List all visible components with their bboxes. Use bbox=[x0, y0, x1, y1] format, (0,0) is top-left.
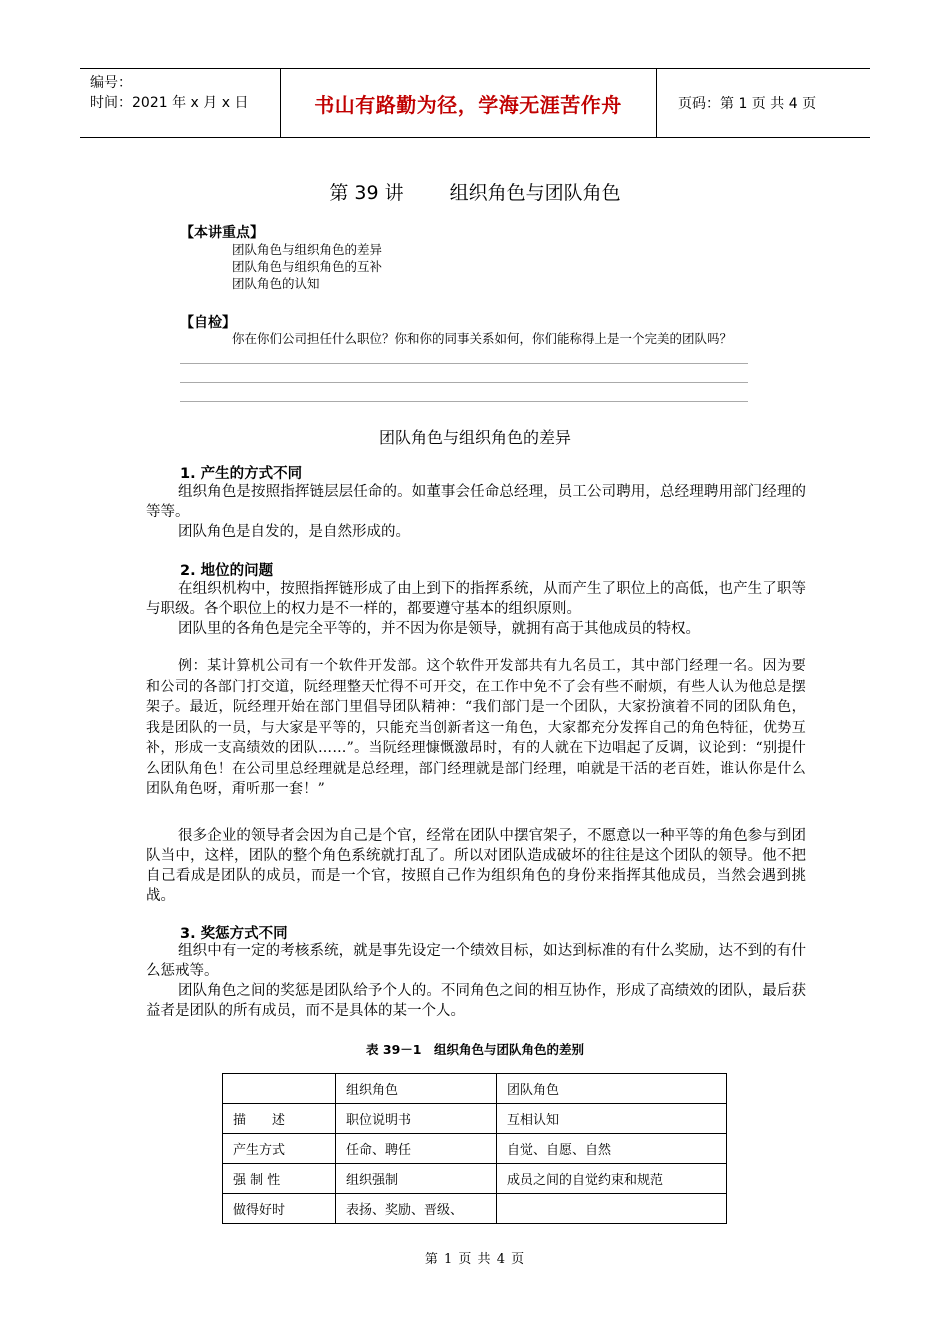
header-divider bbox=[656, 69, 657, 137]
doc-number-label: 编号： bbox=[90, 75, 132, 91]
table-caption: 表 39－1 组织角色与团队角色的差别 bbox=[366, 1042, 584, 1057]
answer-line bbox=[180, 382, 748, 383]
table-cell: 产生方式 bbox=[223, 1134, 336, 1164]
table-row bbox=[223, 1104, 727, 1134]
table-cell: 描 述 bbox=[223, 1104, 336, 1134]
paragraph: 团队里的各角色是完全平等的，并不因为你是领导，就拥有高于其他成员的特权。 bbox=[178, 621, 700, 637]
header-page-info: 页码：第 1 页 共 4 页 bbox=[678, 96, 817, 112]
paragraph: 在组织机构中，按照指挥链形成了由上到下的指挥系统，从而产生了职位上的高低，也产生了职等与职级。各个职位上的权力是不一样的，都要遵守基本的组织原则。 bbox=[146, 581, 806, 617]
paragraph: 团队角色是自发的，是自然形成的。 bbox=[178, 524, 410, 540]
table-cell: 成员之间的自觉约束和规范 bbox=[497, 1164, 727, 1194]
example-paragraph: 例：某计算机公司有一个软件开发部。这个软件开发部共有九名员工，其中部门经理一名。因为要和公司的各部门打交道，阮经理整天忙得不可开交，在工作中免不了会有些不耐烦，有些人认为他总是摆架子。最近，阮经理开始在部门里倡导团队精神：“我们部门是一个团队，大家扮演着不同的团队角色，我是团队的一员，与大家是平等的，只能充当创新者这一角色，大家都充分发挥自己的角色特征，优势互补，形成一支高绩效的团队……”。当阮经理慷慨激昂时，有的人就在下边唱起了反调，议论到：“别提什么团队角色！在公司里总经理就是总经理，部门经理就是部门经理，咱就是干活的老百姓，谁认你是什么团队角色呀，甭听那一套！” bbox=[146, 658, 806, 797]
subsection-heading-1: 1. 产生的方式不同 bbox=[180, 466, 303, 482]
key-point-item: 团队角色的认知 bbox=[232, 276, 320, 291]
answer-line bbox=[180, 401, 748, 402]
table-cell: 表扬、奖励、晋级、 bbox=[336, 1194, 497, 1224]
table-cell: 互相认知 bbox=[497, 1104, 727, 1134]
table-row bbox=[223, 1134, 727, 1164]
page-footer: 第 1 页 共 4 页 bbox=[424, 1252, 526, 1267]
table-header-cell: 组织角色 bbox=[336, 1074, 497, 1104]
table-header-row bbox=[223, 1074, 727, 1104]
table-cell: 做得好时 bbox=[223, 1194, 336, 1224]
paragraph: 组织角色是按照指挥链层层任命的。如董事会任命总经理，员工公司聘用，总经理聘用部门经理的等等。 bbox=[146, 484, 806, 520]
table-row bbox=[223, 1164, 727, 1194]
subsection-heading-3: 3. 奖惩方式不同 bbox=[180, 926, 288, 942]
paragraph: 团队角色之间的奖惩是团队给予个人的。不同角色之间的相互协作，形成了高绩效的团队，最后获益者是团队的所有成员，而不是具体的某一个人。 bbox=[146, 983, 806, 1019]
page-header bbox=[80, 68, 870, 138]
header-meta bbox=[90, 73, 248, 113]
comparison-table bbox=[222, 1073, 727, 1224]
lecture-title: 组织角色与团队角色 bbox=[449, 182, 621, 204]
subsection-heading-2: 2. 地位的问题 bbox=[180, 563, 274, 579]
lecture-number: 第 39 讲 bbox=[329, 182, 404, 204]
header-motto: 书山有路勤为径，学海无涯苦作舟 bbox=[314, 92, 622, 117]
self-check-question: 你在你们公司担任什么职位？你和你的同事关系如何，你们能称得上是一个完美的团队吗？ bbox=[232, 331, 733, 346]
key-point-item: 团队角色与组织角色的差异 bbox=[232, 242, 383, 257]
paragraph: 组织中有一定的考核系统，就是事先设定一个绩效目标，如达到标准的有什么奖励，达不到的有什么惩戒等。 bbox=[146, 943, 806, 979]
key-point-item: 团队角色与组织角色的互补 bbox=[232, 259, 383, 274]
table-header-cell: 团队角色 bbox=[497, 1074, 727, 1104]
table-cell: 组织强制 bbox=[336, 1164, 497, 1194]
paragraph: 很多企业的领导者会因为自己是个官，经常在团队中摆官架子，不愿意以一种平等的角色参与到团队当中，这样，团队的整个角色系统就打乱了。所以对团队造成破坏的往往是这个团队的领导。他不把自己看成是团队的成员，而是一个官，按照自己作为组织角色的身份来指挥其他成员，当然会遇到挑战。 bbox=[146, 828, 806, 904]
table-cell: 自觉、自愿、自然 bbox=[497, 1134, 727, 1164]
answer-line bbox=[180, 363, 748, 364]
self-check-heading: 【自检】 bbox=[180, 315, 236, 331]
table-cell: 职位说明书 bbox=[336, 1104, 497, 1134]
table-cell: 强 制 性 bbox=[223, 1164, 336, 1194]
section-title: 团队角色与组织角色的差异 bbox=[378, 428, 571, 447]
table-cell: 任命、聘任 bbox=[336, 1134, 497, 1164]
table-cell bbox=[497, 1194, 727, 1224]
table-row bbox=[223, 1194, 727, 1224]
key-points-heading: 【本讲重点】 bbox=[180, 225, 264, 241]
page-title bbox=[0, 178, 950, 205]
doc-time-label: 时间：2021 年 x 月 x 日 bbox=[90, 95, 249, 111]
table-header-cell bbox=[223, 1074, 336, 1104]
